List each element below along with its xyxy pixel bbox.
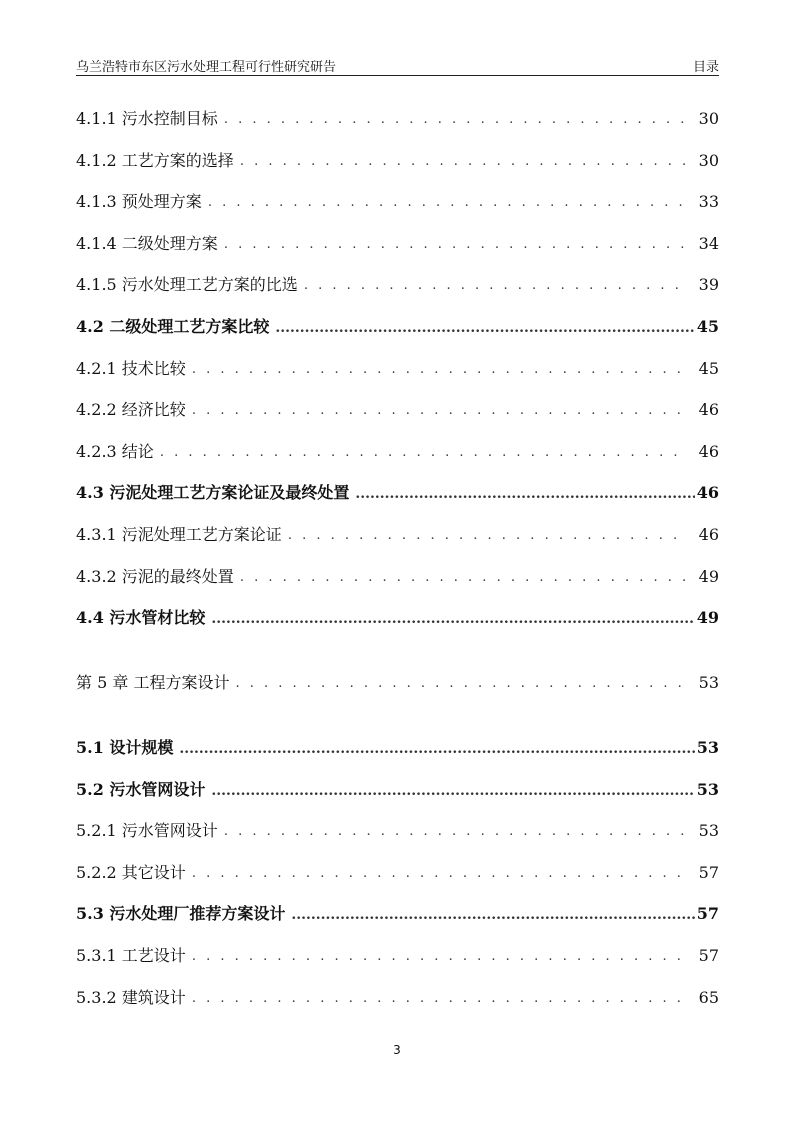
dot-leader [192,358,687,382]
toc-entry-label: 4.2.3 结论 [76,442,154,461]
toc-entry-label: 4.2 二级处理工艺方案比较 [76,317,270,336]
toc-entry[interactable] [76,398,719,422]
toc-entry[interactable] [76,315,719,339]
toc-entry[interactable] [76,902,719,926]
toc-entry[interactable] [76,986,719,1010]
dot-leader [288,524,687,548]
toc-entry-label: 5.2.1 污水管网设计 [76,821,218,840]
toc-entry-label: 4.2.1 技术比较 [76,359,186,378]
toc-entry[interactable] [76,440,719,464]
toc-entry-label: 5.3 污水处理厂推荐方案设计 [76,904,286,923]
toc-entry[interactable] [76,861,719,885]
toc-entry-label: 5.2 污水管网设计 [76,780,206,799]
toc-entry-label: 4.1.3 预处理方案 [76,192,202,211]
dot-leader [224,820,687,844]
toc-entry[interactable] [76,736,719,760]
toc-entry-label: 4.1.4 二级处理方案 [76,234,218,253]
toc-entry[interactable] [76,523,719,547]
toc-entry[interactable] [76,149,719,173]
toc-entry[interactable] [76,107,719,131]
toc-entry-page: 49 [698,567,719,586]
toc-entry[interactable] [76,232,719,256]
toc-entry[interactable] [76,481,719,505]
toc-entry-label: 5.3.2 建筑设计 [76,988,186,1007]
dot-leader [208,191,687,215]
toc-entry-label: 5.1 设计规模 [76,738,174,757]
dot-leader [304,274,687,298]
dot-leader [224,108,687,132]
toc-entry-page: 46 [698,442,719,461]
toc-entry-label: 4.1.1 污水控制目标 [76,109,218,128]
dot-leader [355,482,694,506]
toc-entry-page: 53 [698,821,719,840]
dot-leader [240,566,687,590]
toc-entry-label: 4.4 污水管材比较 [76,608,206,627]
toc-entry-page: 46 [696,483,719,502]
toc-entry[interactable] [76,190,719,214]
toc-entry[interactable] [76,819,719,843]
page-header [76,55,719,76]
toc-entry[interactable] [76,273,719,297]
toc-entry-page: 53 [698,673,719,692]
toc-entry-page: 57 [696,904,719,923]
toc-entry-page: 46 [698,525,719,544]
toc-entry-page: 49 [696,608,719,627]
toc-entry-page: 65 [698,988,719,1007]
toc-entry-label: 4.3 污泥处理工艺方案论证及最终处置 [76,483,350,502]
document-title: 乌兰浩特市东区污水处理工程可行性研究研告 [76,60,337,75]
toc-entry[interactable] [76,944,719,968]
toc-entry-label: 4.1.5 污水处理工艺方案的比选 [76,275,298,294]
dot-leader [211,779,694,803]
toc-entry-page: 57 [698,946,719,965]
dot-leader [275,316,694,340]
toc-entry-page: 30 [698,151,719,170]
toc-entry-page: 39 [698,275,719,294]
dot-leader [160,441,687,465]
dot-leader [192,862,687,886]
dot-leader [192,945,687,969]
dot-leader [179,737,694,761]
toc-entry-label: 4.3.1 污泥处理工艺方案论证 [76,525,282,544]
toc-entry-label: 4.2.2 经济比较 [76,400,186,419]
dot-leader [192,399,687,423]
toc-entry-page: 53 [696,738,719,757]
toc-entry[interactable] [76,778,719,802]
toc-entry-page: 57 [698,863,719,882]
toc-entry-page: 45 [696,317,719,336]
dot-leader [291,903,694,927]
toc-entry[interactable] [76,671,719,695]
toc-entry-page: 46 [698,400,719,419]
toc-entry-label: 5.2.2 其它设计 [76,863,186,882]
dot-leader [235,672,687,696]
toc-entry-label: 4.3.2 污泥的最终处置 [76,567,234,586]
dot-leader [192,987,687,1011]
toc-entry-page: 45 [698,359,719,378]
toc-entry-label: 4.1.2 工艺方案的选择 [76,151,234,170]
dot-leader [224,233,687,257]
toc-entry[interactable] [76,606,719,630]
toc-entry-page: 53 [696,780,719,799]
toc-entry[interactable] [76,357,719,381]
toc-entry-page: 30 [698,109,719,128]
toc-entry[interactable] [76,565,719,589]
toc-entry-page: 33 [698,192,719,211]
dot-leader [240,150,687,174]
toc-entry-label: 第 5 章 工程方案设计 [76,673,230,692]
page-number: 3 [393,1043,401,1057]
dot-leader [211,607,694,631]
section-label: 目录 [692,60,719,75]
toc-entry-page: 34 [698,234,719,253]
toc-entry-label: 5.3.1 工艺设计 [76,946,186,965]
